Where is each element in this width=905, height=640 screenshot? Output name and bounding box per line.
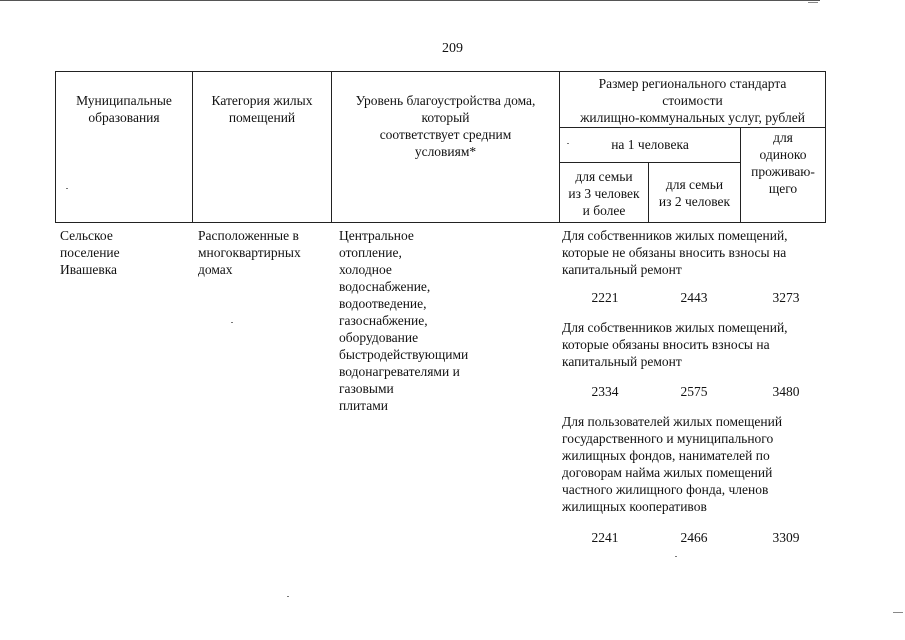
scan-mark xyxy=(893,612,903,613)
scan-speck xyxy=(66,188,68,189)
value-single: 3273 xyxy=(772,290,800,305)
scan-speck xyxy=(675,556,677,557)
value-single: 3480 xyxy=(772,384,800,399)
row-level: Центральное отопление, холодное водоснабжение, водоотведение, газоснабжение, оборудование быстродействующими водонагревателями и газовыми плитами xyxy=(339,228,469,413)
section-title: Для собственников жилых помещений, которые обязаны вносить взносы на капитальный ремонт xyxy=(562,320,788,369)
page-number: 209 xyxy=(442,41,463,56)
header-category: Категория жилых помещений xyxy=(193,72,332,223)
value-family-2: 2443 xyxy=(680,290,708,305)
header-standard-size: Размер регионального стандарта стоимости жилищно-коммунальных услуг, рублей xyxy=(560,72,826,128)
value-single: 3309 xyxy=(772,530,800,545)
value-family-3: 2334 xyxy=(591,384,619,399)
header-per-person: на 1 человека xyxy=(560,128,741,163)
header-municipal: Муниципальные образования xyxy=(56,72,193,223)
section-title: Для собственников жилых помещений, которые не обязаны вносить взносы на капитальный ремонт xyxy=(562,228,788,277)
scan-edge-line xyxy=(0,0,820,1)
scan-speck xyxy=(567,143,569,144)
header-single-resident: для одиноко проживаю- щего xyxy=(741,128,826,223)
value-family-3: 2221 xyxy=(591,290,619,305)
standards-table xyxy=(55,71,826,223)
row-category: Расположенные в многоквартирных домах xyxy=(198,228,301,277)
scan-speck xyxy=(231,322,233,323)
scan-speck xyxy=(287,596,289,597)
header-family-2: для семьи из 2 человек xyxy=(649,163,741,223)
value-family-3: 2241 xyxy=(591,530,619,545)
header-family-3: для семьи из 3 человек и более xyxy=(560,163,649,223)
value-family-2: 2575 xyxy=(680,384,708,399)
header-level: Уровень благоустройства дома, который соответствует средним условиям* xyxy=(332,72,560,223)
section-title: Для пользователей жилых помещений государственного и муниципального жилищных фондов, нанимателей по договорам найма жилых помещений частного жилищного фонда, членов жилищных кооперативов xyxy=(562,414,783,514)
row-municipal: Сельское поселение Ивашевка xyxy=(60,228,120,277)
scan-mark xyxy=(808,2,818,3)
value-family-2: 2466 xyxy=(680,530,708,545)
